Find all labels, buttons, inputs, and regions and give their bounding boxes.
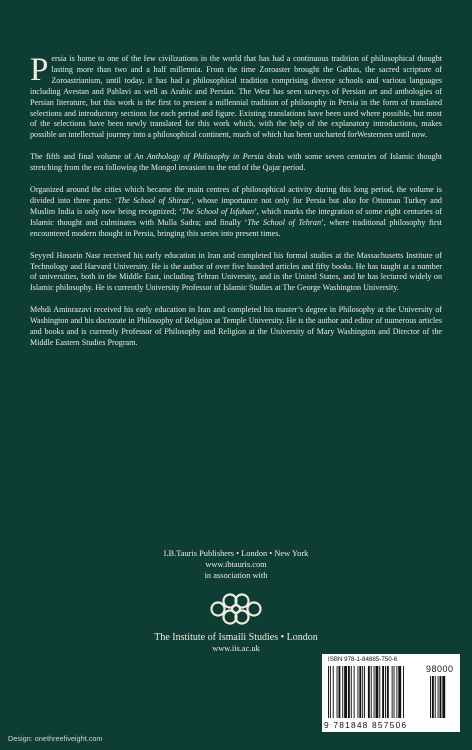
volume-text-a: The fifth and final volume of (30, 152, 135, 162)
blurb-text (30, 54, 442, 360)
institute-url[interactable]: www.iis.ac.uk (212, 644, 260, 653)
publisher-name: I.B.Tauris Publishers • London • New York (163, 549, 309, 558)
institute-name: The Institute of Ismaili Studies • London (154, 632, 318, 643)
price-code: 98000 (426, 664, 454, 674)
isbn-barcode (322, 654, 460, 732)
isbn-digits: 9 781848 857506 (324, 720, 408, 730)
publisher-block (0, 549, 472, 581)
isbn-label: ISBN 978-1-84885-750-6 (328, 656, 398, 663)
organization-paragraph (30, 185, 442, 240)
org-text-c: ’, which marks the integration of some eight centuries of Islamic thought and culminates with Mulla Sadra; and finally ‘ (30, 206, 442, 227)
volume-paragraph (30, 152, 442, 174)
institute-logo-icon (208, 591, 264, 627)
publisher-url[interactable]: www.ibtauris.com (205, 559, 267, 569)
org-text-a: Organized around the cities which became the main centres of philosophical activity during this long period, the volume is divided into three parts: ‘ (30, 185, 442, 205)
org-text-b: ’, whose importance not only for Persia but also for Ottoman Turkey and Muslim India is only now being recognized; ‘ (30, 195, 442, 216)
barcode-bars-icon (328, 666, 454, 720)
institute-block (0, 591, 472, 655)
author-bio-aminrazavi: Mehdi Aminrazavi received his early education in Iran and completed his master’s degree in Philosophy at the University of Washington and his doctorate in Philosophy of Religion at Temple University. He is the author and editor of numerous articles and books and is currently Professor of Philosophy and Religion at the University of Mary Washington and Director of the Middle Eastern Studies Program. (30, 305, 442, 347)
drop-cap-letter: P (30, 52, 49, 88)
intro-paragraph-text: ersia is home to one of the few civilizations in the world that has had a continuous tradition of philosophical thought lasting more than two and a half millennia. From the time Zoroaster brought the Gathas, the sacred scripture of Zoroastrianism, until today, it has had a philosophical tradition comprising diverse schools and various languages including Avestan and Pahlavi as well as Arabic and Persian. The West has seen surveys of Persian art and anthologies of Persian literature, but this work is the first to present a millennial tradition of philosophy in Persia in the form of translated selections and introductory sections for each period and figure. Existing translations have been used where possible, but most of the selections have been newly translated for this work which, with the help of the explanatory introductions, makes possible an intellectual journey into a philosophical continent, much of which has been uncharted forWesterners until now. (30, 54, 442, 140)
author-bio-nasr: Seyyed Hossein Nasr received his early education in Iran and completed his formal studies at the Massachusetts Institute of Technology and Harvard University. He is the author of over five hundred articles and fifty books. He has taught at a number of universities, both in the Middle East, including Tehran University, and in the United States, and he has lectured widely on Islamic philosophy. He is currently University Professor of Islamic Studies at The George Washington University. (30, 250, 442, 293)
association-text: in association with (204, 570, 268, 580)
intro-paragraph (30, 54, 442, 141)
volume-text-b: deals with some seven centuries of Islamic thought stretching from the era following the Mongol invasion to the end of the Qajar period. (30, 152, 442, 173)
school-tehran: The School of Tehran (247, 217, 321, 227)
design-credit: Design: onethreefiveight.com (8, 734, 103, 743)
school-isfahan: The School of Isfahan (181, 206, 255, 216)
school-shiraz: The School of Shiraz (117, 195, 190, 205)
org-text-d: ’, where traditional philosophy first encountered modern thought in Persia, bringing this series into present times. (30, 217, 442, 238)
book-title: An Anthology of Philosophy in Persia (134, 152, 264, 162)
